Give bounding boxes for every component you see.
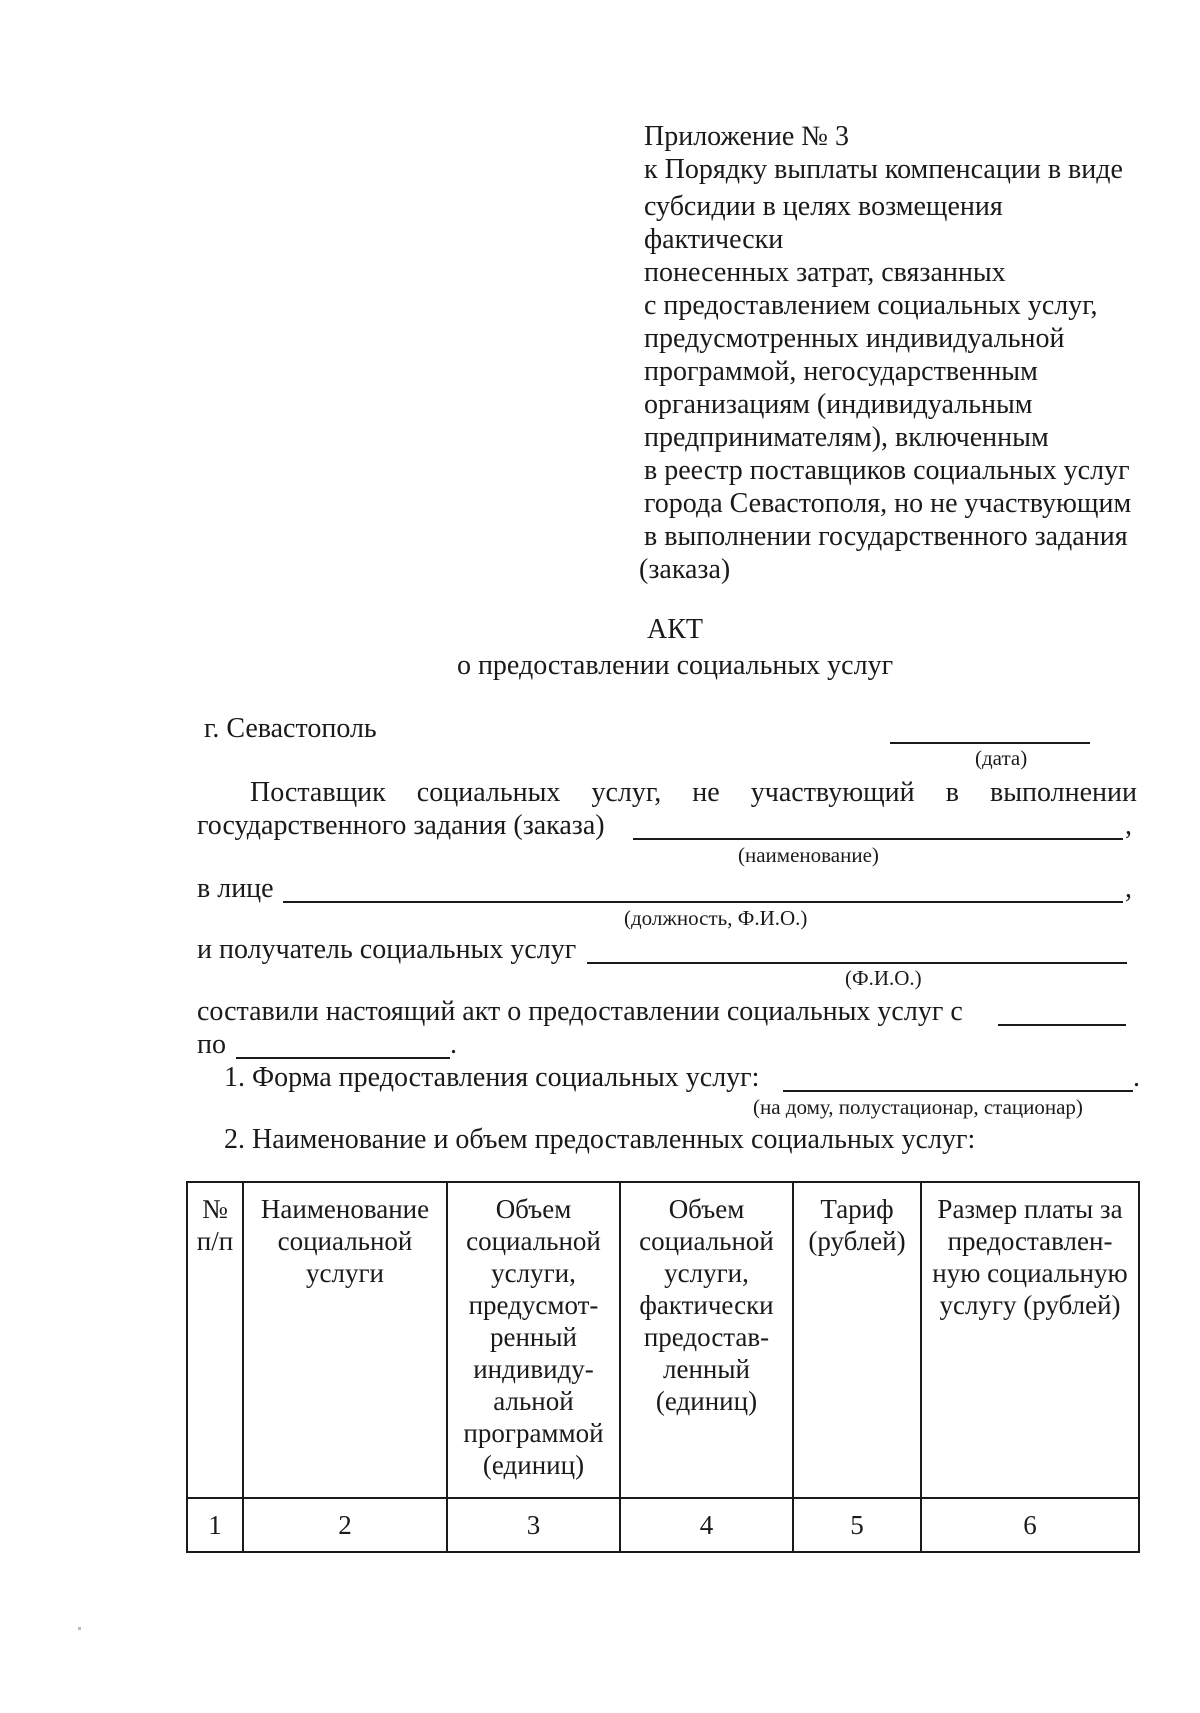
item-services: 2. Наименование и объем предоставленных социальных услуг: xyxy=(224,1124,976,1155)
provider-name-hint: (наименование) xyxy=(738,843,879,867)
appendix-line: Приложение № 3 xyxy=(644,121,849,152)
recipient-label: и получатель социальных услуг xyxy=(197,934,577,965)
column-number: 1 xyxy=(187,1498,243,1552)
period-to-label: по xyxy=(197,1029,226,1060)
table-header-row xyxy=(187,1182,1139,1498)
appendix-line: предпринимателям), включенным xyxy=(644,422,1049,453)
appendix-line: предусмотренных индивидуальной xyxy=(644,323,1065,354)
item-form-end: . xyxy=(1133,1062,1140,1093)
appendix-line: с предоставлением социальных услуг, xyxy=(644,290,1098,321)
recipient-hint: (Ф.И.О.) xyxy=(845,966,922,990)
provider-word: в xyxy=(945,777,959,808)
provider-word: участвующий xyxy=(750,777,915,808)
provider-word: Поставщик xyxy=(250,777,386,808)
provider-comma: , xyxy=(1125,810,1132,841)
provider-name-line[interactable] xyxy=(633,838,1123,840)
city-label: г. Севастополь xyxy=(204,713,377,744)
date-line[interactable] xyxy=(890,742,1090,744)
period-line-1: составили настоящий акт о предоставлении социальных услуг с xyxy=(197,996,963,1027)
recipient-line[interactable] xyxy=(587,962,1127,964)
header-payment: Размер платы за предоставлен- ную социальную услугу (рублей) xyxy=(921,1182,1139,1498)
scan-speck xyxy=(78,1627,81,1630)
header-number: № п/п xyxy=(187,1182,243,1498)
form-hint: (на дому, полустационар, стационар) xyxy=(753,1095,1083,1119)
period-end: . xyxy=(450,1029,457,1060)
header-actual-volume: Объем социальной услуги, фактически предостав- ленный (единиц) xyxy=(620,1182,793,1498)
column-number: 3 xyxy=(447,1498,620,1552)
date-hint: (дата) xyxy=(975,746,1028,770)
table-row xyxy=(187,1498,1139,1552)
appendix-line: в реестр поставщиков социальных услуг xyxy=(644,455,1130,486)
provider-line-2: государственного задания (заказа) xyxy=(197,810,605,841)
person-hint: (должность, Ф.И.О.) xyxy=(624,906,808,930)
services-table xyxy=(186,1181,1140,1553)
item-form: 1. Форма предоставления социальных услуг: xyxy=(224,1062,760,1093)
period-to-line[interactable] xyxy=(236,1057,450,1059)
header-service-name: Наименование социальной услуги xyxy=(243,1182,447,1498)
appendix-line: программой, негосударственным xyxy=(644,356,1038,387)
provider-word: услуг, xyxy=(591,777,662,808)
person-line[interactable] xyxy=(283,901,1123,903)
act-subtitle: о предоставлении социальных услуг xyxy=(456,650,894,681)
provider-word: социальных xyxy=(416,777,561,808)
appendix-header xyxy=(639,120,1132,586)
appendix-line: организациям (индивидуальным xyxy=(644,389,1033,420)
provider-word: выполнении xyxy=(990,777,1137,808)
form-line[interactable] xyxy=(783,1090,1133,1092)
column-number: 6 xyxy=(921,1498,1139,1552)
appendix-line: субсидии в целях возмещения xyxy=(644,191,1003,222)
appendix-line: фактически xyxy=(644,224,784,255)
column-number: 4 xyxy=(620,1498,793,1552)
person-label: в лице xyxy=(197,873,274,904)
appendix-line: к Порядку выплаты компенсации в виде xyxy=(644,154,1123,185)
person-comma: , xyxy=(1125,873,1132,904)
act-title: АКТ xyxy=(647,614,703,645)
appendix-line: (заказа) xyxy=(639,554,731,585)
appendix-line: города Севастополя, но не участвующим xyxy=(644,488,1132,519)
appendix-line: в выполнении государственного задания xyxy=(644,521,1128,552)
appendix-line: понесенных затрат, связанных xyxy=(644,257,1006,288)
header-planned-volume: Объем социальной услуги, предусмот- ренный индивиду- альной программой (единиц) xyxy=(447,1182,620,1498)
period-from-line[interactable] xyxy=(998,1024,1126,1026)
provider-word: не xyxy=(692,777,720,808)
column-number: 2 xyxy=(243,1498,447,1552)
header-tariff: Тариф (рублей) xyxy=(793,1182,921,1498)
provider-line-1 xyxy=(250,777,1137,809)
column-number: 5 xyxy=(793,1498,921,1552)
